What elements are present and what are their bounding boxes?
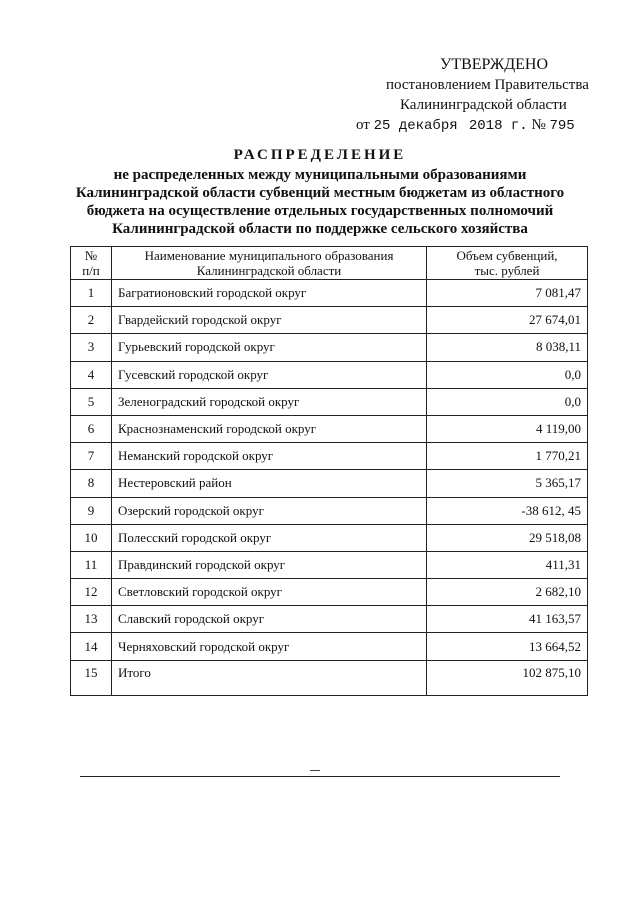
footer-mark — [310, 770, 320, 771]
row-value: 411,31 — [427, 551, 588, 578]
row-name: Гурьевский городской округ — [112, 334, 427, 361]
approval-line-1: постановлением Правительства — [386, 77, 589, 93]
subtitle-line: Калининградской области по поддержке сельского хозяйства — [112, 221, 528, 237]
total-num: 15 — [71, 660, 112, 695]
row-num: 4 — [71, 361, 112, 388]
approval-number-label: № — [531, 117, 546, 133]
approval-date-prefix: от — [356, 117, 370, 133]
row-num: 11 — [71, 551, 112, 578]
row-num: 13 — [71, 606, 112, 633]
row-value: 41 163,57 — [427, 606, 588, 633]
row-name: Полесский городской округ — [112, 524, 427, 551]
row-name: Багратионовский городской округ — [112, 280, 427, 307]
row-num: 12 — [71, 579, 112, 606]
row-name: Гвардейский городской округ — [112, 307, 427, 334]
row-value: 0,0 — [427, 361, 588, 388]
header-value: Объем субвенций, тыс. рублей — [427, 247, 588, 280]
row-num: 1 — [71, 280, 112, 307]
header-num: № п/п — [71, 247, 112, 280]
row-value: 29 518,08 — [427, 524, 588, 551]
table-row — [71, 606, 588, 633]
footer-divider — [80, 776, 560, 777]
approval-heading: УТВЕРЖДЕНО — [440, 56, 549, 73]
table-row — [71, 361, 588, 388]
subtitle-line: бюджета на осуществление отдельных государственных полномочий — [86, 203, 554, 219]
approval-line-3 — [340, 115, 600, 136]
row-name: Зеленоградский городской округ — [112, 388, 427, 415]
total-value: 102 875,10 — [427, 660, 588, 695]
table-row — [71, 497, 588, 524]
document-title: РАСПРЕДЕЛЕНИЕ — [233, 147, 407, 163]
row-name: Озерский городской округ — [112, 497, 427, 524]
table-total-row — [71, 660, 588, 695]
row-num: 7 — [71, 443, 112, 470]
row-num: 10 — [71, 524, 112, 551]
header-name: Наименование муниципального образования Калининградской области — [112, 247, 427, 280]
table-row — [71, 334, 588, 361]
row-value: 0,0 — [427, 388, 588, 415]
row-name: Нестеровский район — [112, 470, 427, 497]
approval-number: 795 — [549, 118, 575, 134]
row-value: 7 081,47 — [427, 280, 588, 307]
row-name: Краснознаменский городской округ — [112, 415, 427, 442]
row-value: 8 038,11 — [427, 334, 588, 361]
row-name: Неманский городской округ — [112, 443, 427, 470]
total-label: Итого — [112, 660, 427, 695]
row-num: 3 — [71, 334, 112, 361]
row-value: 1 770,21 — [427, 443, 588, 470]
approval-year: 2018 г. — [468, 118, 528, 134]
row-num: 2 — [71, 307, 112, 334]
row-name: Светловский городской округ — [112, 579, 427, 606]
approval-line-2: Калининградской области — [400, 97, 567, 113]
approval-date: 25 декабря — [373, 118, 458, 134]
table-row — [71, 415, 588, 442]
row-name: Черняховский городской округ — [112, 633, 427, 660]
table-row — [71, 524, 588, 551]
row-name: Славский городской округ — [112, 606, 427, 633]
table-row — [71, 388, 588, 415]
table-row — [71, 579, 588, 606]
subtitle-line: не распределенных между муниципальными образованиями — [113, 167, 527, 183]
row-value: 27 674,01 — [427, 307, 588, 334]
table-row — [71, 443, 588, 470]
row-value: 13 664,52 — [427, 633, 588, 660]
row-name: Правдинский городской округ — [112, 551, 427, 578]
row-num: 9 — [71, 497, 112, 524]
row-value: -38 612, 45 — [427, 497, 588, 524]
subtitle-line: Калининградской области субвенций местным бюджетам из областного — [75, 185, 565, 201]
document-subtitle — [70, 166, 570, 238]
table-header-row — [71, 247, 588, 280]
distribution-table — [70, 246, 588, 696]
row-value: 5 365,17 — [427, 470, 588, 497]
row-num: 8 — [71, 470, 112, 497]
table-row — [71, 470, 588, 497]
table-row — [71, 280, 588, 307]
table-row — [71, 307, 588, 334]
row-value: 2 682,10 — [427, 579, 588, 606]
approval-block — [340, 55, 600, 136]
row-name: Гусевский городской округ — [112, 361, 427, 388]
table-row — [71, 551, 588, 578]
row-value: 4 119,00 — [427, 415, 588, 442]
row-num: 6 — [71, 415, 112, 442]
row-num: 14 — [71, 633, 112, 660]
row-num: 5 — [71, 388, 112, 415]
table-row — [71, 633, 588, 660]
